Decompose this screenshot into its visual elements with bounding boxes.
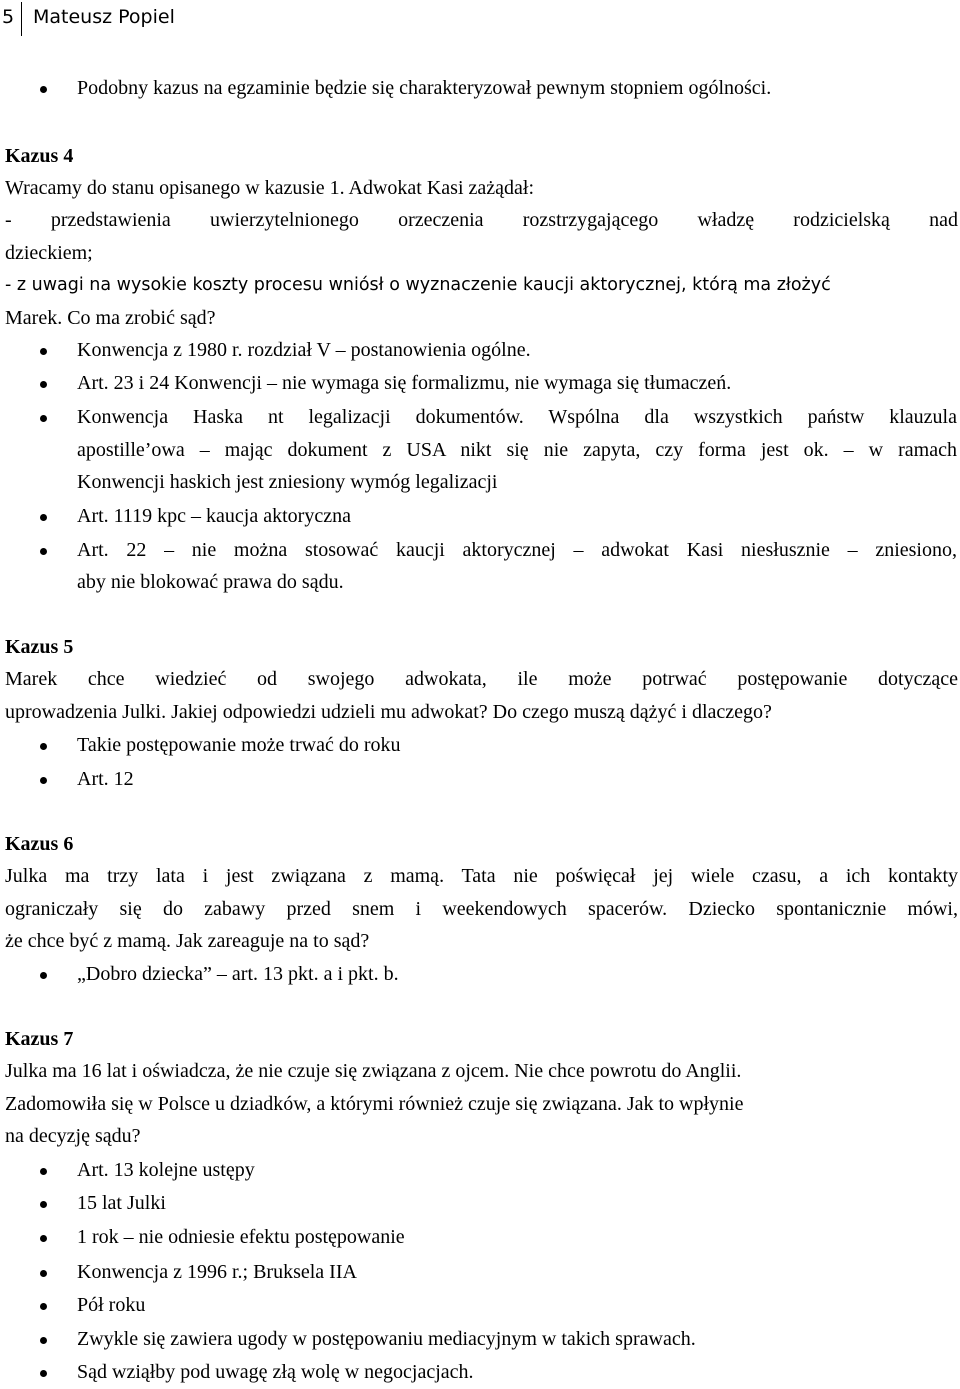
kazus4-title: Kazus 4: [5, 145, 74, 167]
list-item-continuation: [77, 434, 957, 467]
kazus7-line: na decyzję sądu?: [5, 1125, 141, 1147]
kazus5-line: Marek chce wiedzieć od swojego adwokata, ile może potrwać postępowanie dotyczące: [5, 668, 958, 690]
list-item: Art. 23 i 24 Konwencji – nie wymaga się formalizmu, nie wymaga się tłumaczeń.: [77, 367, 957, 400]
list-item-text: aby nie blokować prawa do sądu.: [77, 571, 344, 593]
kazus4-line: dzieckiem;: [5, 242, 93, 264]
kazus6-line: że chce być z mamą. Jak zareaguje na to sąd?: [5, 930, 370, 952]
list-item: Art. 1119 kpc – kaucja aktoryczna: [77, 500, 957, 533]
intro-bullet: Podobny kazus na egzaminie będzie się charakteryzował pewnym stopniem ogólności.: [77, 72, 957, 105]
header-divider: [21, 2, 22, 36]
list-item: Takie postępowanie może trwać do roku: [77, 729, 957, 762]
list-item: Zwykle się zawiera ugody w postępowaniu mediacyjnym w takich sprawach.: [77, 1323, 957, 1356]
kazus4-line: - przedstawienia uwierzytelnionego orzeczenia rozstrzygającego władzę rodzicielską nad: [5, 209, 958, 231]
list-item: Sąd wziąłby pod uwagę złą wolę w negocjacjach.: [77, 1356, 957, 1389]
kazus7-line: Zadomowiła się w Polsce u dziadków, a którymi również czuje się związana. Jak to wpłynie: [5, 1093, 744, 1115]
list-item: Konwencja z 1980 r. rozdział V – postanowienia ogólne.: [77, 334, 957, 367]
list-item-text: apostille’owa – mając dokument z USA nikt się nie zapyta, czy forma jest ok. – w ramach: [77, 439, 957, 461]
list-item: 15 lat Julki: [77, 1187, 957, 1220]
list-item: 1 rok – nie odniesie efektu postępowanie: [77, 1221, 957, 1254]
page-number: 5: [2, 6, 15, 28]
list-item: Art. 22 – nie można stosować kaucji aktorycznej – adwokat Kasi niesłusznie – zniesiono,: [77, 534, 957, 567]
kazus5-title: Kazus 5: [5, 636, 74, 658]
kazus7-title: Kazus 7: [5, 1028, 74, 1050]
kazus6-line: ograniczały się do zabawy przed snem i weekendowych spacerów. Dziecko spontanicznie mówi,: [5, 898, 958, 920]
kazus6-line: Julka ma trzy lata i jest związana z mamą. Tata nie poświęcał jej wiele czasu, a ich kontakty: [5, 865, 958, 887]
kazus4-line: Marek. Co ma zrobić sąd?: [5, 307, 216, 329]
list-item: Konwencja z 1996 r.; Bruksela IIA: [77, 1256, 957, 1289]
list-item: Pół roku: [77, 1289, 957, 1322]
list-item: „Dobro dziecka” – art. 13 pkt. a i pkt. b.: [77, 958, 957, 991]
list-item: Art. 12: [77, 763, 957, 796]
page-header: [0, 0, 960, 36]
author-name: Mateusz Popiel: [33, 6, 175, 28]
list-item-text: Konwencji haskich jest zniesiony wymóg legalizacji: [77, 471, 498, 493]
kazus5-line: uprowadzenia Julki. Jakiej odpowiedzi udzieli mu adwokat? Do czego muszą dążyć i dlaczego?: [5, 701, 772, 723]
list-item-continuation: [77, 566, 957, 599]
kazus4-line: - z uwagi na wysokie koszty procesu wniósł o wyznaczenie kaucji aktorycznej, którą ma złożyć: [5, 275, 831, 295]
list-item-continuation: [77, 466, 957, 499]
kazus6-title: Kazus 6: [5, 833, 74, 855]
list-item: Konwencja Haska nt legalizacji dokumentów. Wspólna dla wszystkich państw klauzula: [77, 401, 957, 434]
list-item: Art. 13 kolejne ustępy: [77, 1154, 957, 1187]
kazus7-line: Julka ma 16 lat i oświadcza, że nie czuje się związana z ojcem. Nie chce powrotu do Anglii.: [5, 1060, 742, 1082]
kazus4-line: Wracamy do stanu opisanego w kazusie 1. Adwokat Kasi zażądał:: [5, 177, 535, 199]
